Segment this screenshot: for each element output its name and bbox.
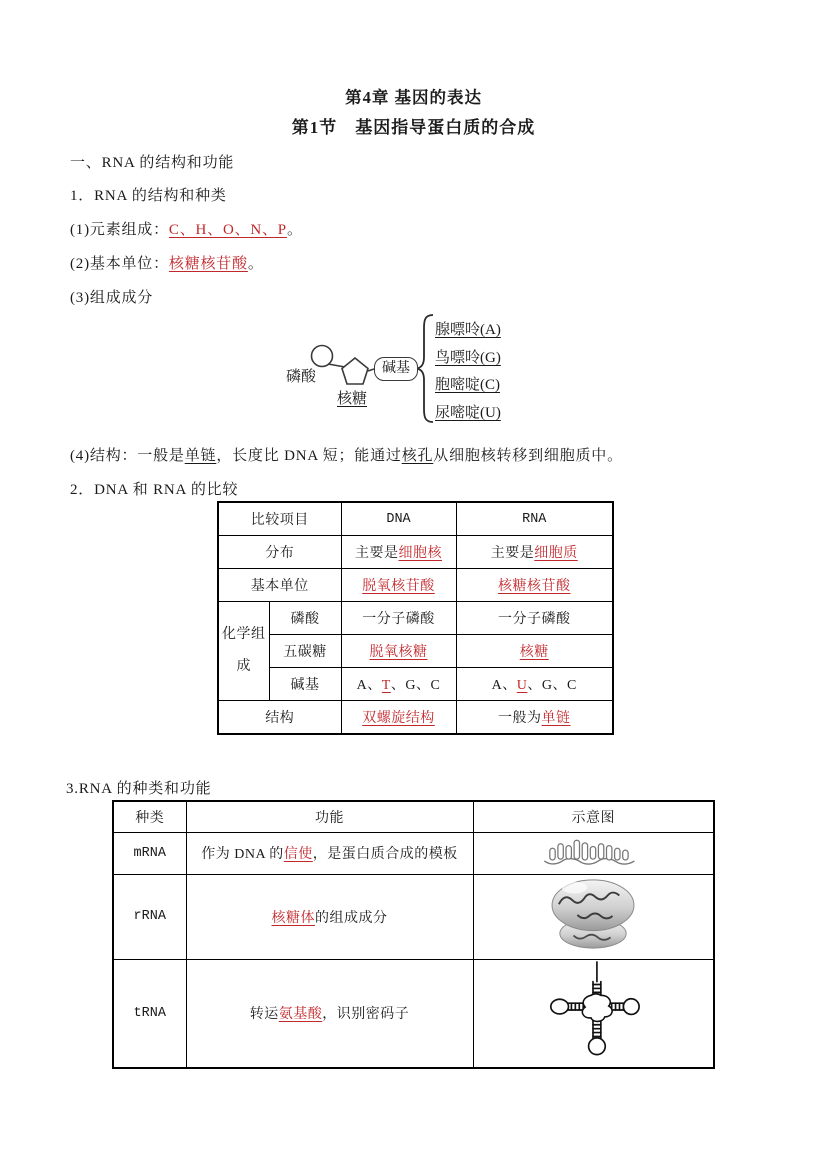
cell-trna-type: tRNA <box>113 959 186 1068</box>
table-row <box>218 536 613 569</box>
cell-distribution-rna: 主要是细胞质 <box>456 536 613 569</box>
cell-pentose-dna: 脱氧核糖 <box>341 635 456 668</box>
subheading-dna-rna-compare: 2．DNA 和 RNA 的比较 <box>70 482 239 498</box>
table-row <box>113 832 714 874</box>
table-row <box>218 668 613 701</box>
base-box-label: 碱基 <box>374 357 418 381</box>
line-element-composition: (1)元素组成：C、H、O、N、P。 <box>70 222 303 238</box>
cell-pentose-label: 五碳糖 <box>269 635 341 668</box>
cell-basic-unit-label: 基本单位 <box>218 569 341 602</box>
base-cytosine-label: 胞嘧啶(C) <box>435 377 500 393</box>
cell-structure-rna: 一般为单链 <box>456 701 613 735</box>
cell-basic-unit-dna: 脱氧核苷酸 <box>341 569 456 602</box>
left-brace-icon <box>417 315 433 422</box>
cell-mrna-function: 作为 DNA 的信使，是蛋白质合成的模板 <box>186 832 473 874</box>
ribose-label: 核糖 <box>337 391 368 407</box>
cell-phosphate-dna: 一分子磷酸 <box>341 602 456 635</box>
cell-dna-header: DNA <box>341 502 456 536</box>
phosphate-label: 磷酸 <box>286 369 317 385</box>
cell-function-header: 功能 <box>186 801 473 832</box>
table-row <box>218 502 613 536</box>
cell-trna-diagram <box>473 959 714 1068</box>
dna-rna-compare-table <box>217 501 614 735</box>
line-components: (3)组成成分 <box>70 290 154 306</box>
cell-mrna-type: mRNA <box>113 832 186 874</box>
cell-rna-header: RNA <box>456 502 613 536</box>
table-row <box>113 874 714 959</box>
line-basic-unit: (2)基本单位：核糖核苷酸。 <box>70 256 264 272</box>
cell-base-dna: A、T、G、C <box>341 668 456 701</box>
cell-diagram-header: 示意图 <box>473 801 714 832</box>
base-uracil-label: 尿嘧啶(U) <box>435 405 501 421</box>
chapter-title: 第4章 基因的表达 <box>345 88 482 107</box>
cell-rrna-type: rRNA <box>113 874 186 959</box>
section-title: 第1节 基因指导蛋白质的合成 <box>291 118 536 137</box>
base-guanine-label: 鸟嘌呤(G) <box>435 350 501 366</box>
cell-trna-function: 转运氨基酸，识别密码子 <box>186 959 473 1068</box>
cell-distribution-dna: 主要是细胞核 <box>341 536 456 569</box>
table-row <box>113 959 714 1068</box>
table-row <box>218 569 613 602</box>
cell-structure-label: 结构 <box>218 701 341 735</box>
trna-schematic-icon <box>545 960 641 1062</box>
cell-type-header: 种类 <box>113 801 186 832</box>
heading-rna-structure-function: 一、RNA 的结构和功能 <box>70 155 235 171</box>
cell-distribution-label: 分布 <box>218 536 341 569</box>
base-adenine-label: 腺嘌呤(A) <box>435 322 501 338</box>
cell-structure-dna: 双螺旋结构 <box>341 701 456 735</box>
table-row <box>113 801 714 832</box>
subheading-rna-structure-types: 1．RNA 的结构和种类 <box>70 188 227 204</box>
cell-base-label: 碱基 <box>269 668 341 701</box>
cell-basic-unit-rna: 核糖核苷酸 <box>456 569 613 602</box>
table-row <box>218 635 613 668</box>
table-row <box>218 701 613 735</box>
cell-base-rna: A、U、G、C <box>456 668 613 701</box>
cell-chemical-label: 化学组成 <box>218 602 269 701</box>
cell-mrna-diagram <box>473 832 714 874</box>
cell-rrna-diagram <box>473 874 714 959</box>
ribosome-schematic-icon <box>543 875 643 953</box>
mrna-schematic-icon <box>533 833 653 869</box>
cell-phosphate-label: 磷酸 <box>269 602 341 635</box>
nucleotide-composition-diagram <box>278 306 518 430</box>
subheading-rna-types-functions: 3.RNA 的种类和功能 <box>66 781 212 797</box>
table-row <box>218 602 613 635</box>
cell-rrna-function: 核糖体的组成成分 <box>186 874 473 959</box>
cell-pentose-rna: 核糖 <box>456 635 613 668</box>
line-structure: (4)结构：一般是单链，长度比 DNA 短；能通过核孔从细胞核转移到细胞质中。 <box>70 448 623 464</box>
rna-types-table <box>112 800 715 1069</box>
cell-compare-item-header: 比较项目 <box>218 502 341 536</box>
cell-phosphate-rna: 一分子磷酸 <box>456 602 613 635</box>
